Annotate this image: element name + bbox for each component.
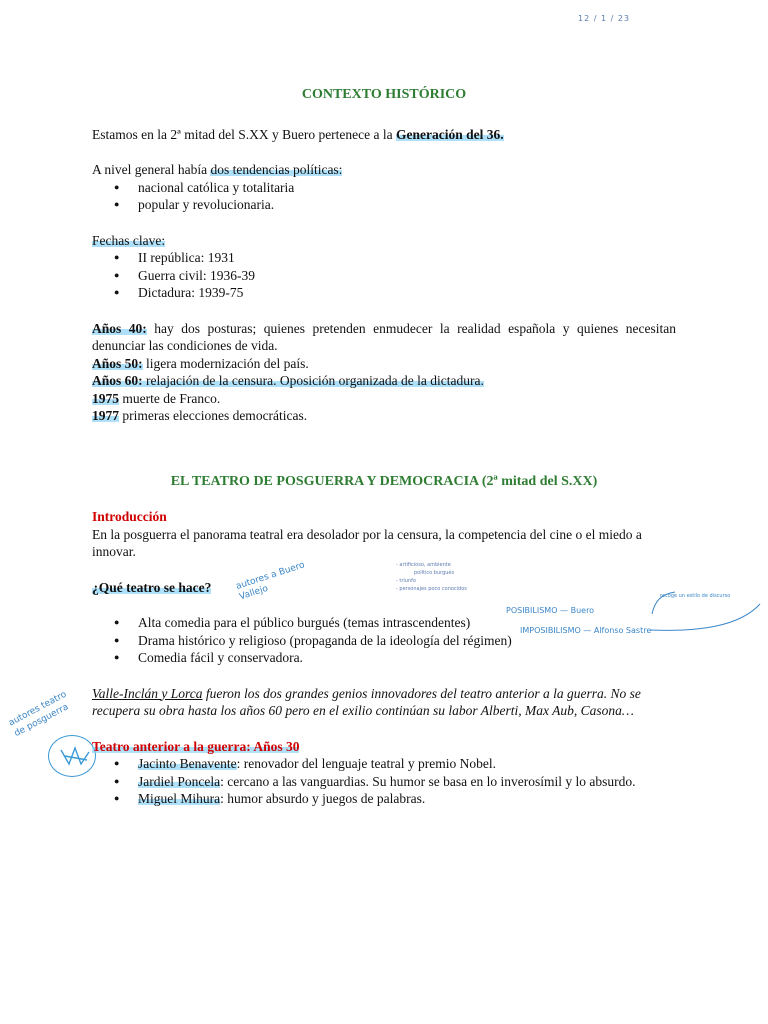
autor-name: Jacinto Benavente: [138, 756, 237, 771]
document-body: [92, 86, 676, 808]
fechas-label: [92, 232, 676, 250]
handwritten-note-line: político burgués: [414, 570, 455, 576]
anos-50-paragraph: [92, 355, 676, 373]
ano-1977-paragraph: [92, 407, 676, 425]
fechas-list: [92, 249, 676, 302]
fechas-highlight: Fechas clave:: [92, 232, 166, 248]
list-item: ● Alta comedia para el público burgués (temas intrascendentes): [92, 614, 676, 632]
list-item: [92, 773, 676, 791]
handwritten-date: 12 / 1 / 23: [578, 14, 631, 23]
list-item: ● Dictadura: 1939-75: [92, 284, 676, 302]
generacion-text: Generación del 36.: [396, 126, 504, 142]
valle-lorca-names: Valle-Inclán y Lorca: [92, 685, 203, 701]
autor-text: : cercano a las vanguardias. Su humor se basa en lo inverosímil y lo absurdo.: [220, 773, 636, 789]
handwritten-note-recoge: recoge un estilo de discurso: [660, 593, 731, 599]
anos-40-paragraph: [92, 320, 676, 355]
list-item: ● nacional católica y totalitaria: [92, 179, 676, 197]
teatro-anterior-heading: [92, 738, 676, 756]
tendencias-list: [92, 179, 676, 214]
tendencias-text: A nivel general había: [92, 162, 211, 177]
list-item: ● Guerra civil: 1936-39: [92, 267, 676, 285]
autores-list: [92, 755, 676, 808]
intro-text: Estamos en la 2ª mitad del S.XX y Buero pertenece a la: [92, 126, 397, 142]
tipos-teatro-list: [92, 614, 676, 667]
tendencias-paragraph: [92, 161, 676, 179]
anos-text: hay dos posturas; quienes pretenden enmudecer la realidad española y quienes necesitan denunciar las condiciones de vida.: [92, 320, 676, 353]
handwritten-note-imposibilismo: IMPOSIBILISMO — Alfonso Sastre: [520, 626, 652, 635]
intro-paragraph: [92, 126, 676, 144]
handwritten-note-line: - personajes poco conocidos: [396, 586, 467, 592]
handwritten-note-line: - triunfo: [396, 578, 416, 584]
que-teatro-heading: [92, 579, 676, 597]
anos-text: muerte de Franco.: [119, 390, 221, 406]
anos-label: Años 40:: [92, 320, 147, 336]
list-item: ● popular y revolucionaria.: [92, 196, 676, 214]
handwritten-note-autores-buero: autores a Buero Vallejo: [234, 560, 307, 603]
list-item: ● Comedia fácil y conservadora.: [92, 649, 676, 667]
autor-text: : humor absurdo y juegos de palabras.: [220, 791, 426, 806]
list-item: ● II república: 1931: [92, 249, 676, 267]
list-item: ● Drama histórico y religioso (propaganda de la ideología del régimen): [92, 632, 676, 650]
valle-lorca-text: fueron los dos grandes genios innovadores del teatro anterior a la guerra. No se recupera su obra hasta los años 60 pero en el exilio continúan su labor Alberti, Max Aub, Casona…: [92, 685, 641, 718]
teatro-anterior-text: Teatro anterior a la guerra: Años 30: [92, 738, 300, 754]
anos-text: relajación de la censura. Oposición organizada de la dictadura.: [142, 373, 484, 388]
anos-label: Años 60:: [92, 373, 143, 388]
anos-label: 1975: [92, 390, 119, 406]
anos-label: Años 50:: [92, 355, 143, 371]
anos-60-paragraph: [92, 372, 676, 390]
autor-name: Jardiel Poncela: [138, 773, 221, 789]
section-title-teatro: EL TEATRO DE POSGUERRA Y DEMOCRACIA (2ª mitad del S.XX): [170, 473, 598, 489]
handwritten-scribble-icon: [55, 742, 95, 772]
introduccion-heading: Introducción: [92, 509, 167, 524]
handwritten-note-posibilismo: POSIBILISMO — Buero: [506, 606, 595, 615]
handwritten-note-autores-teatro: autores teatro de posguerra: [7, 689, 71, 740]
handwritten-note-line: - artificioso, ambiente: [396, 562, 451, 568]
tendencias-highlight: dos tendencias políticas:: [210, 162, 343, 177]
que-teatro-text: ¿Qué teatro se hace?: [92, 579, 212, 595]
introduccion-text: En la posguerra el panorama teatral era desolador por la censura, la competencia del cine o el miedo a innovar.: [92, 526, 642, 559]
valle-lorca-paragraph: [92, 685, 676, 720]
autor-text: : renovador del lenguaje teatral y premio Nobel.: [236, 756, 496, 771]
anos-label: 1977: [92, 408, 119, 423]
ano-1975-paragraph: [92, 390, 676, 408]
section-title-contexto: CONTEXTO HISTÓRICO: [301, 87, 467, 102]
anos-text: ligera modernización del país.: [142, 355, 309, 371]
anos-text: primeras elecciones democráticas.: [119, 408, 308, 423]
list-item: [92, 790, 676, 808]
list-item: [92, 755, 676, 773]
autor-name: Miguel Mihura: [138, 791, 221, 806]
